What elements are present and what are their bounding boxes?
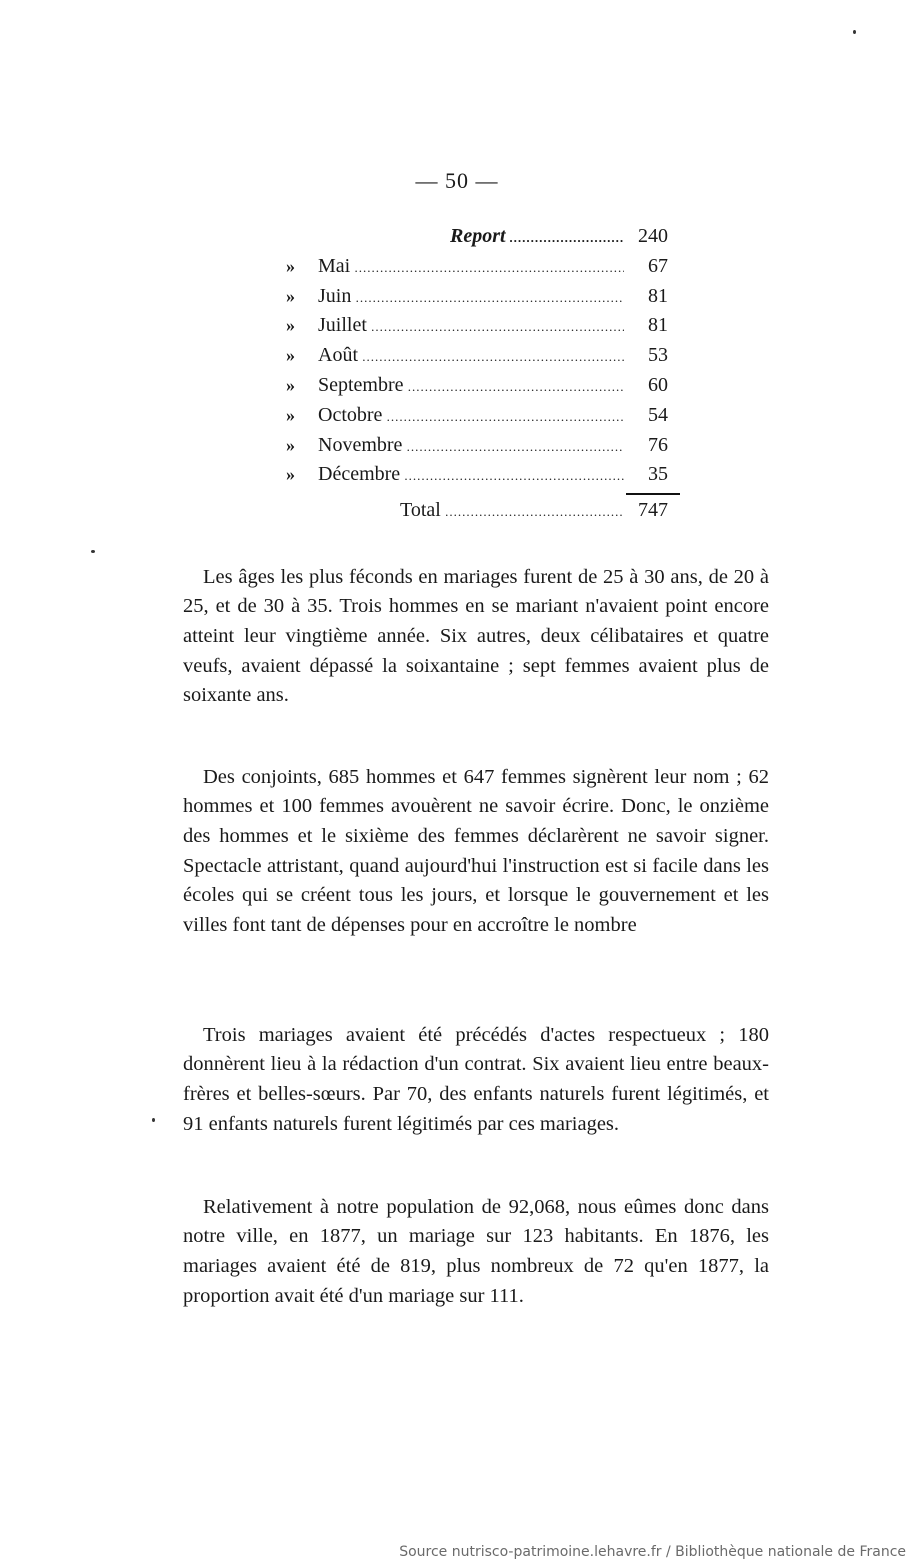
paragraph-contracts: Trois mariages avaient été précédés d'actes respectueux ; 180 donnèrent lieu à la rédaction d'un contrat. Six avaient lieu entre beaux-frères et belles-sœurs. Par 70, des enfants naturels furent légitimés, et 91 enfants naturels furent légitimés par ces mariages. — [183, 1023, 769, 1135]
table-row — [282, 282, 682, 312]
ditto-mark: » — [286, 434, 295, 455]
report-row — [282, 222, 682, 252]
total-label: Total ..... — [400, 496, 624, 527]
table-row — [282, 341, 682, 371]
month-label: Juillet ..... — [318, 311, 624, 342]
total-row — [282, 496, 682, 526]
report-label: Report ..... — [450, 222, 624, 253]
month-value: 60 — [648, 373, 668, 396]
month-label: Juin ..... — [318, 282, 624, 313]
ditto-mark: » — [286, 464, 295, 485]
month-value: 81 — [648, 314, 668, 337]
table-row — [282, 252, 682, 282]
source-attribution: Source nutrisco-patrimoine.lehavre.fr / Bibliothèque nationale de France — [399, 1544, 906, 1560]
scan-speck — [853, 30, 856, 34]
month-value: 53 — [648, 344, 668, 367]
ditto-mark: » — [286, 315, 295, 336]
ditto-mark: » — [286, 285, 295, 306]
table-row — [282, 460, 682, 490]
ditto-mark: » — [286, 255, 295, 276]
scan-speck — [91, 550, 95, 553]
ditto-mark: » — [286, 345, 295, 366]
month-label: Août ..... — [318, 341, 624, 372]
table-row — [282, 431, 682, 461]
paragraph-signatures: Des conjoints, 685 hommes et 647 femmes signèrent leur nom ; 62 hommes et 100 femmes avouèrent ne savoir écrire. Donc, le onzième des hommes et le sixième des femmes déclarèrent ne savoir signer. Spectacle attristant, quand aujourd'hui l'instruction est si facile dans les écoles qui se créent tous les jours, et lorsque le gouvernement et les villes font tant de dépenses pour en accroître le nombre — [183, 765, 769, 937]
ditto-mark: » — [286, 374, 295, 395]
month-label: Décembre ..... — [318, 460, 624, 491]
table-row — [282, 401, 682, 431]
month-label: Septembre ..... — [318, 371, 624, 402]
table-row — [282, 371, 682, 401]
month-value: 76 — [648, 433, 668, 456]
paragraph-ages: Les âges les plus féconds en mariages furent de 25 à 30 ans, de 20 à 25, et de 30 à 35. Trois hommes en se mariant n'avaient point encore atteint leur vingtième année. Six autres, deux célibataires et quatre veufs, avaient dépassé la soixantaine ; sept femmes avaient plus de soixante ans. — [183, 565, 769, 707]
report-value: 240 — [638, 225, 668, 247]
month-value: 35 — [648, 463, 668, 486]
month-label: Novembre ..... — [318, 431, 624, 462]
month-value: 54 — [648, 403, 668, 426]
scan-speck — [152, 1118, 155, 1122]
table-row — [282, 311, 682, 341]
month-label: Mai ..... — [318, 252, 624, 283]
monthly-marriages-table — [282, 222, 682, 526]
page-number: — 50 — — [415, 168, 499, 193]
ditto-mark: » — [286, 404, 295, 425]
month-value: 81 — [648, 284, 668, 307]
paragraph-population: Relativement à notre population de 92,068, nous eûmes donc dans notre ville, en 1877, un mariage sur 123 habitants. En 1876, les mariages avaient été de 819, plus nombreux de 72 qu'en 1877, la proportion avait été d'un mariage sur 111. — [183, 1195, 769, 1307]
sum-rule — [626, 493, 680, 495]
month-label: Octobre ..... — [318, 401, 624, 432]
month-value: 67 — [648, 254, 668, 277]
total-value: 747 — [638, 499, 668, 522]
